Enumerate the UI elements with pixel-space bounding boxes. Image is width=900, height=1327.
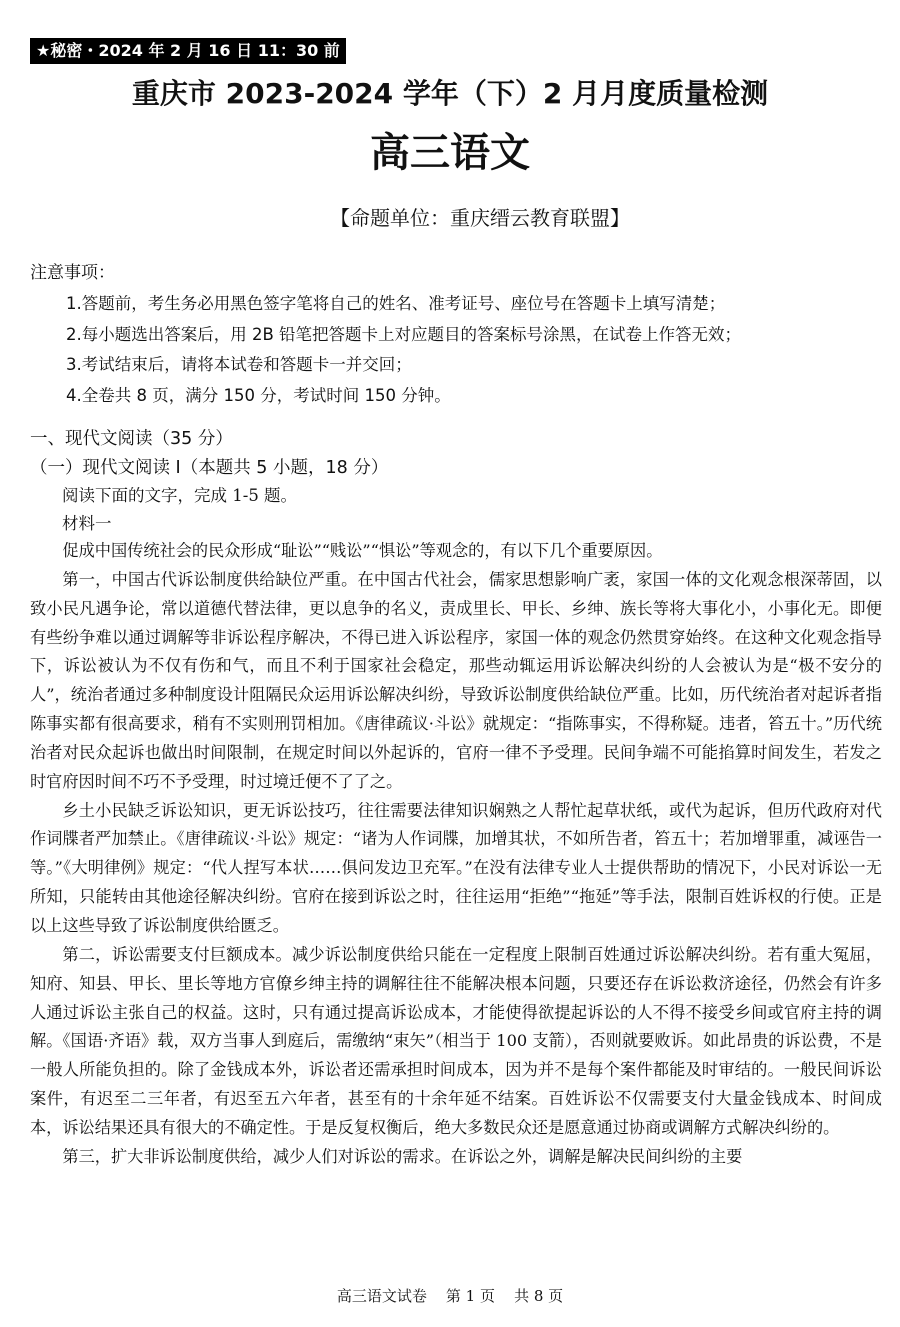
passage-paragraph: 第三，扩大非诉讼制度供给，减少人们对诉讼的需求。在诉讼之外，调解是解决民间纠纷的主要 [62, 1146, 743, 1166]
note-item: 3.考试结束后，请将本试卷和答题卡一并交回； [66, 355, 412, 374]
subsection-heading: （一）现代文阅读 I（本题共 5 小题，18 分） [30, 458, 389, 478]
subject-title: 高三语文 [370, 130, 530, 176]
setter-unit: 【命题单位：重庆缙云教育联盟】 [330, 206, 630, 230]
reading-instruction: 阅读下面的文字，完成 1-5 题。 [62, 486, 298, 505]
exam-title: 重庆市 2023-2024 学年（下）2 月月度质量检测 [131, 77, 769, 110]
passage-paragraph: 第一，中国古代诉讼制度供给缺位严重。在中国古代社会，儒家思想影响广袤，家国一体的文化观念根深蒂固，以致小民凡遇争论，常以道德代替法律，更以息争的名义，责成里长、甲长、乡绅、族长等将大事化小，小事化无。即便有些纷争难以通过调解等非诉讼程序解决，不得已进入诉讼程序，家国一体的观念仍然贯穿始终。在这种文化观念指导下，诉讼被认为不仅有伤和气，而且不利于国家社会稳定，那些动辄运用诉讼解决纠纷的人会被认为是“极不安分的人”，统治者通过多种制度设计阻隔民众运用诉讼解决纠纷，导致诉讼制度供给缺位严重。比如，历代统治者对起诉者指陈事实都有很高要求，稍有不实则刑罚相加。《唐律疏议·斗讼》就规定：“指陈事实，不得称疑。违者，笞五十。”历代统治者对民众起诉也做出时间限制，在规定时间以外起诉的，官府一律不予受理。民间争端不可能掐算时间发生，若发之时官府因时间不巧不予受理，时过境迁便不了了之。 [30, 569, 882, 791]
passage-body [30, 537, 882, 1172]
note-item: 4.全卷共 8 页，满分 150 分，考试时间 150 分钟。 [66, 385, 451, 405]
section-heading: 一、现代文阅读（35 分） [30, 429, 233, 449]
page-footer: 高三语文试卷 第 1 页 共 8 页 [336, 1287, 564, 1305]
notes-list [66, 289, 866, 411]
passage-paragraph: 第二，诉讼需要支付巨额成本。减少诉讼制度供给只能在一定程度上限制百姓通过诉讼解决纠纷。若有重大冤屈，知府、知县、甲长、里长等地方官僚乡绅主持的调解往往不能解决根本问题，只要还存在诉讼救济途径，仍然会有许多人通过诉讼主张自己的权益。这时，只有通过提高诉讼成本，才能使得欲提起诉讼的人不得不接受乡间或官府主持的调解。《国语·齐语》载，双方当事人到庭后，需缴纳“束矢”（相当于 100 支箭），否则就要败诉。如此昂贵的诉讼费，不是一般人所能负担的。除了金钱成本外，诉讼者还需承担时间成本，因为并不是每个案件都能及时审结的。一般民间诉讼案件，有迟至二三年者，有迟至五六年者，甚至有的十余年延不结案。百姓诉讼不仅需要支付大量金钱成本、时间成本，诉讼结果还具有很大的不确定性。于是反复权衡后，绝大多数民众还是愿意通过协商或调解方式解决纠纷的。 [30, 944, 882, 1137]
passage-paragraph: 乡土小民缺乏诉讼知识，更无诉讼技巧，往往需要法律知识娴熟之人帮忙起草状纸，或代为起诉，但历代政府对代作词牒者严加禁止。《唐律疏议·斗讼》规定：“诸为人作词牒，加增其状，不如所告者，笞五十；若加增罪重，减诬告一等。”《大明律例》规定：“代人捏写本状……俱问发边卫充军。”在没有法律专业人士提供帮助的情况下，小民对诉讼一无所知，只能转由其他途径解决纠纷。官府在接到诉讼之时，往往运用“拒绝”“拖延”等手法，限制百姓诉权的行使。正是以上这些导致了诉讼制度供给匮乏。 [30, 800, 882, 935]
note-item: 2.每小题选出答案后，用 2B 铅笔把答题卡上对应题目的答案标号涂黑，在试卷上作答无效； [66, 324, 742, 344]
note-item: 1.答题前，考生务必用黑色签字笔将自己的姓名、准考证号、座位号在答题卡上填写清楚； [66, 294, 726, 313]
confidential-mark: ★秘密・2024 年 2 月 16 日 11：30 前 [30, 38, 346, 64]
notes-heading: 注意事项： [30, 263, 115, 283]
passage-paragraph: 促成中国传统社会的民众形成“耻讼”“贱讼”“惧讼”等观念的，有以下几个重要原因。 [62, 541, 663, 560]
material-label: 材料一 [62, 514, 112, 533]
